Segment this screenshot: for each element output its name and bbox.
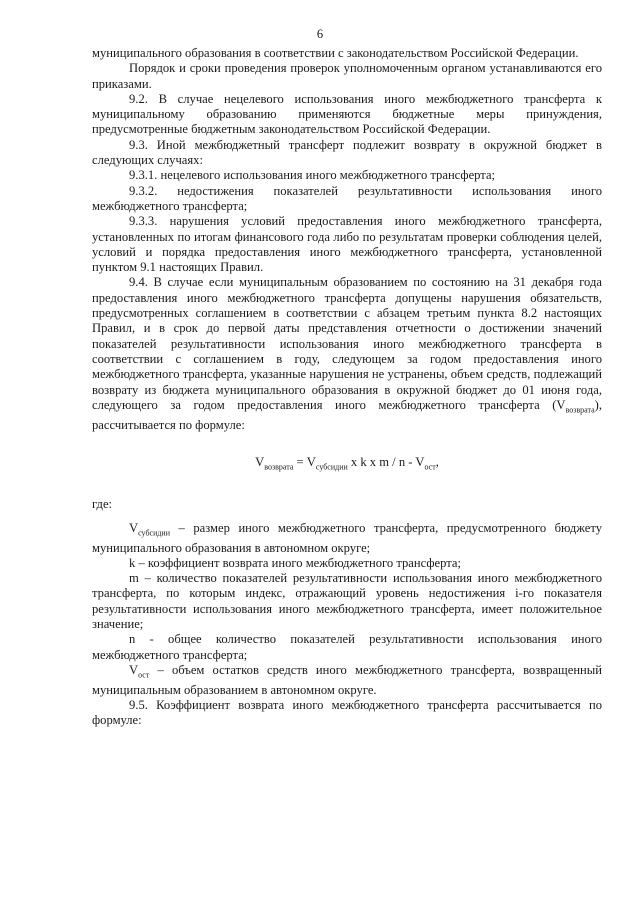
definition-m: m – количество показателей результативности использования иного межбюджетного трансферта, по которым индекс, отражающий уровень недостижения i-го показателя результативности использования иного межбюджетного трансферта, имеет положительное значение; [92,571,602,632]
subscript: субсидии [138,528,170,538]
definition-n: n - общее количество показателей результативности использования иного межбюджетного трансферта; [92,632,602,662]
subscript: ост [424,462,436,472]
paragraph-9-4-tail: ), рассчитывается по формуле: [92,397,602,432]
definition-symbol: V [129,520,139,535]
formula-part: = V [293,454,316,469]
definition-text: – размер иного межбюджетного трансферта, предусмотренного бюджету муниципального образования в автономном округе; [92,520,602,555]
formula-part: x k x m / n - V [347,454,425,469]
definition-v-ost [92,663,602,698]
definition-k: k – коэффициент возврата иного межбюджетного трансферта; [129,555,461,570]
formula [92,455,602,472]
subscript: возврата [264,462,294,472]
document-body [92,46,602,729]
paragraph-9-5: 9.5. Коэффициент возврата иного межбюджетного трансферта рассчитывается по формуле: [92,698,602,728]
page-number: 6 [316,27,324,41]
definition-v-subsidii [92,521,602,556]
formula-symbol: V [255,454,265,469]
formula-part: , [435,454,439,469]
paragraph: муниципального образования в соответствии с законодательством Российской Федерации. [92,46,579,60]
paragraph-9-3: 9.3. Иной межбюджетный трансферт подлежит возврату в окружной бюджет в следующих случаях: [92,137,602,168]
paragraph-9-3-1: 9.3.1. нецелевого использования иного межбюджетного трансферта; [129,168,496,183]
paragraph-9-4 [92,275,602,432]
paragraph-9-3-3: 9.3.3. нарушения условий предоставления иного межбюджетного трансферта, установленных по итогам финансового года либо по результатам проверки соблюдения целей, условий и порядка предоставления иного межбюджетного трансферта, установленной пунктом 9.1 настоящих Правил. [92,214,602,275]
subscript: субсидии [315,462,348,472]
subscript: возврата [565,405,595,415]
paragraph-9-4-text: 9.4. В случае если муниципальным образованием по состоянию на 31 декабря года предоставления иного межбюджетного трансферта допущены нарушения обязательств, предусмотренных соглашением в соответствии с абзацем третьим пункта 8.2 настоящих Правил, и в срок до первой даты представления отчетности о достижении значений показателей результативности использования иного межбюджетного трансферта в соответствии с соглашением в году, следующем за годом предоставления иного межбюджетного трансферта, указанные нарушения не устранены, объем средств, подлежащий возврату из бюджета муниципального образования в окружной бюджет до 01 июня года, следующего за годом предоставления иного межбюджетного трансферта (V [92,275,602,412]
paragraph-9-2: 9.2. В случае нецелевого использования иного межбюджетного трансферта к муниципальному образованию применяются бюджетные меры принуждения, предусмотренные бюджетным законодательством Российской Федерации. [92,91,602,137]
definition-symbol: V [129,662,139,677]
paragraph: Порядок и сроки проведения проверок уполномоченным органом устанавливаются его приказами. [92,61,602,91]
subscript: ост [138,670,150,680]
paragraph-9-3-2: 9.3.2. недостижения показателей результативности использования иного межбюджетного трансферта; [92,183,602,213]
where-label: где: [92,497,113,512]
definition-text: – объем остатков средств иного межбюджетного трансферта, возвращенный муниципальным образованием в автономном округе. [92,662,602,697]
